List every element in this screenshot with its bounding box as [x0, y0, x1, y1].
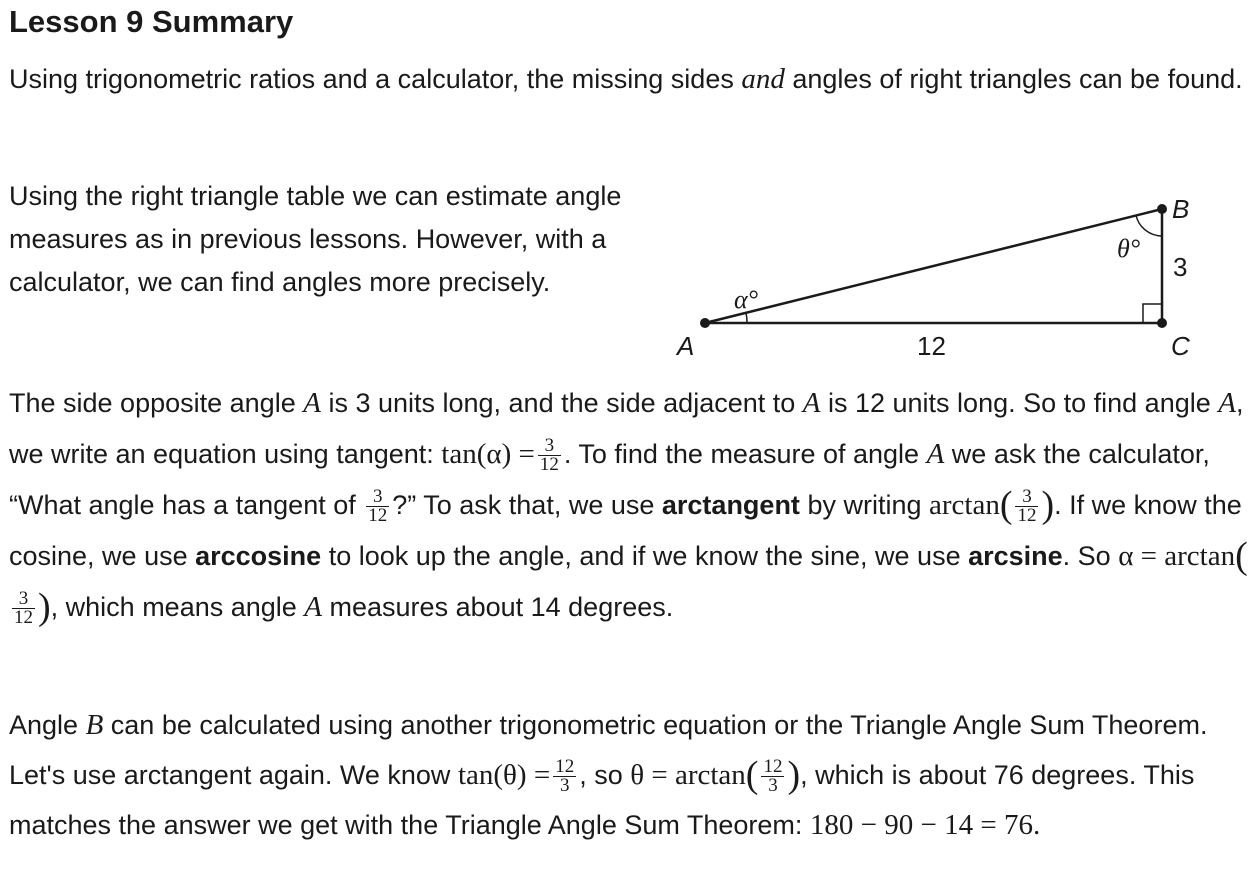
vertex-b-point: [1157, 204, 1167, 214]
calculator-paragraph: Using the right triangle table we can estimate angle measures as in previous lessons. However, with a calculator, we can find angles more precisely.: [9, 181, 622, 297]
angle-a-arc: [746, 313, 747, 323]
vertex-a-label: A: [677, 331, 695, 361]
arctan-expression: arctan: [928, 489, 1000, 521]
angle-b-paragraph: Angle B can be calculated using another trigonometric equation or the Triangle Angle Sum Theorem. Let's use arctangent again. We know tan(θ) = $\frac{12}{3}$ , so θ = arctan( $\frac{12}{3}$ ), which is about 76 degrees. This matches the answer we get with the Triangle Angle Sum Theorem: 180 − 90 − 14 = 76.: [9, 709, 1208, 841]
tan-theta-equation: tan(θ) =: [457, 759, 551, 791]
arctangent-paragraph: The side opposite angle A is 3 units long, and the side adjacent to A is 12 units long. So to find angle A, we write an equation using tangent: tan(α) = $\frac{3}{12}$ . To find the measure of angle A we ask the calculator, “What angle has a tangent of $\frac{3}{12}$ ?” To ask that, we use arctangent by writing arctan( $\frac{3}{12}$ ). If we know the cosine, we use arccosine to look up the angle, and if we know the sine, we use arcsine. So α = arctan( $\frac{3}{12}$ ), which means angle A measures about 14 degrees.: [9, 387, 1248, 629]
angle-b-arc: [1136, 216, 1162, 237]
angle-a-ref: A: [303, 387, 321, 419]
angle-a-label: α°: [734, 285, 759, 314]
fraction-12-over-3: $\frac{12}{3}$: [555, 756, 575, 797]
tan-alpha-equation: tan(α) =: [441, 438, 535, 470]
right-triangle-diagram: [660, 180, 1220, 370]
vertex-c-label: C: [1171, 331, 1190, 361]
alpha-equation: α = arctan: [1118, 540, 1236, 572]
term-arctangent: arctangent: [661, 490, 800, 520]
side-bc-label: 3: [1173, 252, 1188, 282]
fraction-3-over-12: $\frac{3}{12}$: [14, 588, 33, 629]
vertex-b-label: B: [1172, 194, 1190, 224]
lesson-title: Lesson 9 Summary: [9, 4, 294, 39]
intro-text: Using trigonometric ratios and a calculator, the missing sides: [9, 64, 742, 94]
fraction-12-over-3: $\frac{12}{3}$: [763, 756, 783, 797]
intro-text-end: angles of right triangles can be found.: [784, 64, 1243, 94]
angle-b-label: θ°: [1117, 234, 1141, 263]
theta-equation: θ = arctan: [630, 759, 746, 791]
fraction-3-over-12: $\frac{3}{12}$: [368, 486, 388, 527]
side-ac-label: 12: [917, 331, 946, 361]
term-arccosine: arccosine: [195, 541, 322, 571]
term-arcsine: arcsine: [968, 541, 1063, 571]
angle-b-ref: B: [85, 709, 104, 741]
fraction-3-over-12: $\frac{3}{12}$: [1017, 486, 1037, 527]
intro-emphasis: and: [741, 63, 785, 95]
hypotenuse-ab: [705, 209, 1162, 323]
vertex-c-point: [1157, 318, 1167, 328]
vertex-a-point: [700, 318, 710, 328]
angle-sum-equation: 180 − 90 − 14 = 76.: [809, 809, 1041, 841]
fraction-3-over-12: $\frac{3}{12}$: [539, 435, 559, 476]
intro-paragraph: [9, 58, 1249, 101]
